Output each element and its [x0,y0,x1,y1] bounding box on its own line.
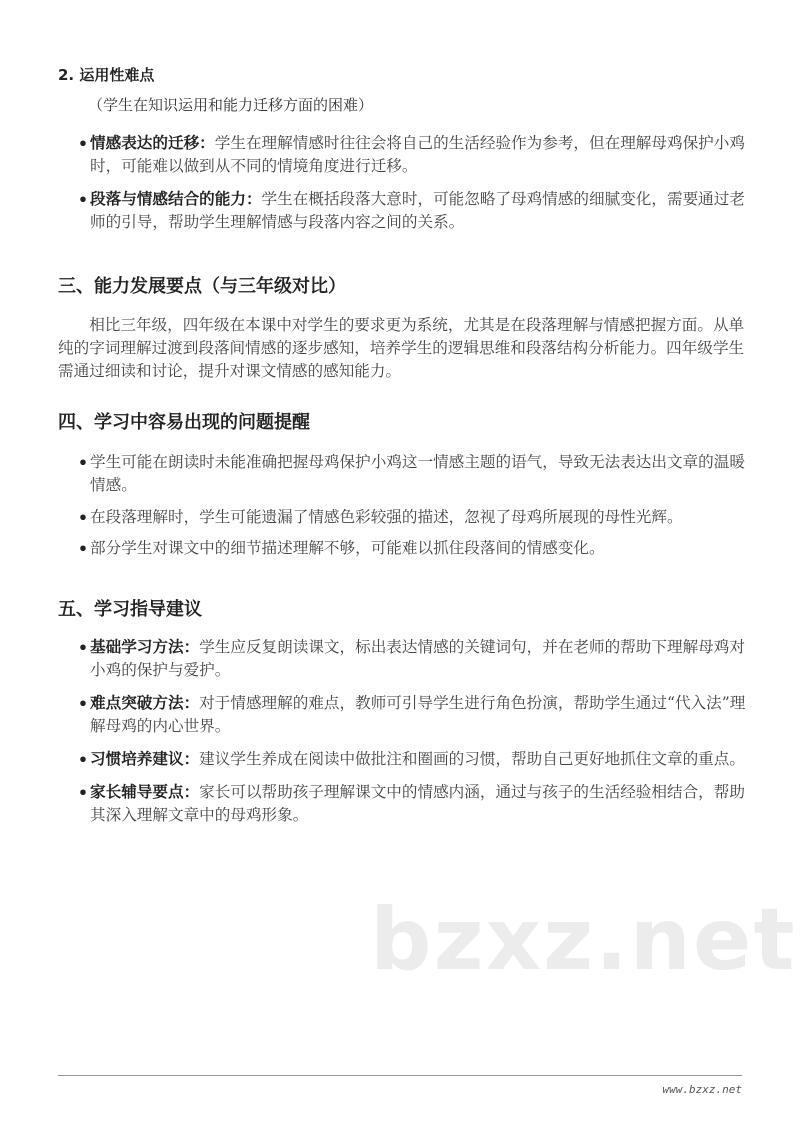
footer-url: www.bzxz.net [662,1083,742,1096]
item-text: 建议学生养成在阅读中做批注和圈画的习惯，帮助自己更好地抓住文章的重点。 [199,750,745,768]
section-3-paragraph: 相比三年级，四年级在本课中对学生的要求更为系统，尤其是在段落理解与情感把握方面。从单纯的字词理解过渡到段落间情感的逐步感知，培养学生的逻辑思维和段落结构分析能力。四年级学生需通过细读和讨论，提升对课文情感的感知能力。 [58,316,745,380]
list-item [58,692,750,738]
item-label: 情感表达的迁移： [90,134,215,152]
section-4-list [58,451,750,560]
item-text: 家长可以帮助孩子理解课文中的情感内涵，通过与孩子的生活经验相结合，帮助其深入理解文章中的母鸡形象。 [90,783,745,824]
item-text: 对于情感理解的难点，教师可引导学生进行角色扮演，帮助学生通过“代入法”理解母鸡的内心世界。 [90,694,746,735]
list-item [58,781,750,827]
section-2-heading: 2. 运用性难点 [58,66,155,84]
list-item [58,748,750,771]
list-item: • 学生可能在朗读时未能准确把握母鸡保护小鸡这一情感主题的语气，导致无法表达出文章的温暖情感。 [58,451,750,497]
item-text: 学生应反复朗读课文，标出表达情感的关键词句，并在老师的帮助下理解母鸡对小鸡的保护与爱护。 [90,638,745,679]
list-item [58,188,750,234]
section-5-heading: 五、学习指导建议 [58,599,202,620]
section-4-heading: 四、学习中容易出现的问题提醒 [58,412,310,433]
item-label: 段落与情感结合的能力： [90,190,262,208]
list-item [58,132,750,178]
item-label: 习惯培养建议： [90,750,200,768]
list-item [58,636,750,682]
item-text: 学生在理解情感时往往会将自己的生活经验作为参考，但在理解母鸡保护小鸡时，可能难以做到从不同的情境角度进行迁移。 [90,134,745,175]
section-3-heading: 三、能力发展要点（与三年级对比） [58,276,346,297]
item-label: 难点突破方法： [90,694,200,712]
watermark: bzxz.net [370,890,797,990]
footer-divider [58,1075,742,1076]
item-label: 家长辅导要点： [90,783,200,801]
section-2-list [58,132,750,234]
section-2-subtitle: （学生在知识运用和能力迁移方面的困难） [88,96,374,114]
item-label: 基础学习方法： [90,638,200,656]
list-item: • 在段落理解时，学生可能遗漏了情感色彩较强的描述，忽视了母鸡所展现的母性光辉。 [58,506,750,529]
item-text: 学生在概括段落大意时，可能忽略了母鸡情感的细腻变化，需要通过老师的引导，帮助学生理解情感与段落内容之间的关系。 [90,190,745,231]
list-item: • 部分学生对课文中的细节描述理解不够，可能难以抓住段落间的情感变化。 [58,537,750,560]
section-5-list [58,636,750,827]
